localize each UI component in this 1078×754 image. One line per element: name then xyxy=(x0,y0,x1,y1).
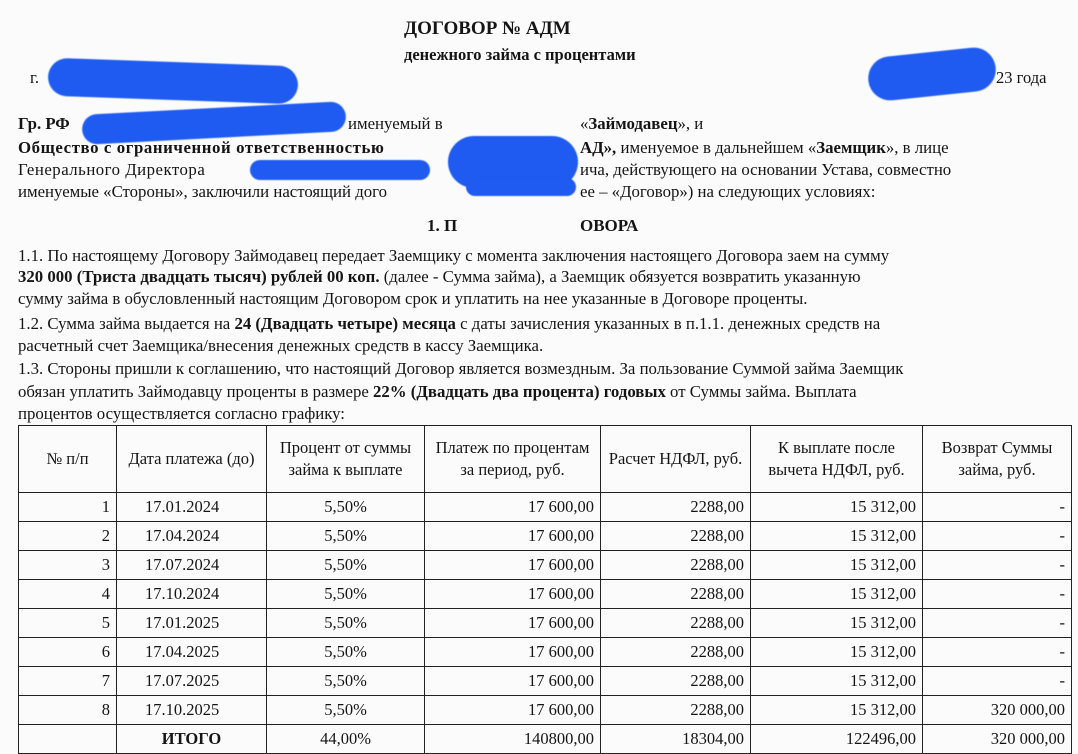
percent-cell: 5,50% xyxy=(267,696,425,725)
principal-return-cell: 320 000,00 xyxy=(923,696,1072,725)
interest-payment-cell: 17 600,00 xyxy=(425,551,601,580)
row-number-cell: 1 xyxy=(19,493,117,522)
interest-payment-cell: 17 600,00 xyxy=(425,696,601,725)
table-total-row xyxy=(19,725,1072,754)
tax-cell: 2288,00 xyxy=(601,522,751,551)
table-header-row xyxy=(19,426,1072,493)
clause-1-3-line-1: 1.3. Стороны пришли к соглашению, что настоящий Договор является возмездным. За пользование Суммой займа Заемщик xyxy=(18,359,904,378)
principal-return-cell: - xyxy=(923,551,1072,580)
header-principal-return: Возврат Суммы займа, руб. xyxy=(923,426,1072,493)
row-number-cell: 6 xyxy=(19,638,117,667)
net-payment-cell: 15 312,00 xyxy=(751,609,923,638)
lender-named-text: именуемый в xyxy=(348,114,443,133)
net-payment-cell: 15 312,00 xyxy=(751,696,923,725)
redaction-director-name xyxy=(250,160,430,180)
header-number: № п/п xyxy=(19,426,117,493)
payment-schedule-table xyxy=(18,425,1072,754)
total-row-number-cell xyxy=(19,725,117,754)
net-payment-cell: 15 312,00 xyxy=(751,522,923,551)
net-payment-cell: 15 312,00 xyxy=(751,551,923,580)
total-payment-date-cell: ИТОГО xyxy=(117,725,267,754)
clause-1-2-line-2: расчетный счет Заемщика/внесения денежных средств в кассу Заемщика. xyxy=(18,336,544,355)
table-row xyxy=(19,609,1072,638)
total-interest-payment-cell: 140800,00 xyxy=(425,725,601,754)
header-percent: Процент от суммы займа к выплате xyxy=(267,426,425,493)
principal-return-cell: - xyxy=(923,667,1072,696)
redaction-date xyxy=(866,45,998,102)
tax-cell: 2288,00 xyxy=(601,696,751,725)
clause-1-1-line-1: 1.1. По настоящему Договору Займодавец передает Заемщику с момента заключения настоящего Договора заем на сумму xyxy=(18,246,890,265)
total-principal-return-cell: 320 000,00 xyxy=(923,725,1072,754)
tax-cell: 2288,00 xyxy=(601,493,751,522)
table-row xyxy=(19,696,1072,725)
contract-date: 23 года xyxy=(996,68,1047,87)
director-basis: ича, действующего на основании Устава, совместно xyxy=(580,160,952,179)
total-percent-cell: 44,00% xyxy=(267,725,425,754)
principal-return-cell: - xyxy=(923,638,1072,667)
section-heading-right: ОВОРА xyxy=(580,216,639,235)
redaction-contract-ref xyxy=(466,178,576,196)
borrower-role: АД», именуемое в дальнейшем «Заемщик», в лице xyxy=(580,138,949,157)
row-number-cell: 2 xyxy=(19,522,117,551)
lender-label: Гр. РФ xyxy=(18,114,70,133)
table-body xyxy=(19,493,1072,754)
header-net-payment: К выплате после вычета НДФЛ, руб. xyxy=(751,426,923,493)
director-label: Генерального Директора xyxy=(18,160,206,179)
net-payment-cell: 15 312,00 xyxy=(751,580,923,609)
tax-cell: 2288,00 xyxy=(601,580,751,609)
row-number-cell: 8 xyxy=(19,696,117,725)
document-subtitle: денежного займа с процентами xyxy=(404,45,636,64)
percent-cell: 5,50% xyxy=(267,493,425,522)
redaction-city xyxy=(47,58,298,105)
principal-return-cell: - xyxy=(923,493,1072,522)
payment-date-cell: 17.10.2024 xyxy=(117,580,267,609)
row-number-cell: 3 xyxy=(19,551,117,580)
section-heading-left: 1. П xyxy=(427,216,458,235)
header-interest-payment: Платеж по процентам за период, руб. xyxy=(425,426,601,493)
parties-agreement-a: именуемые «Стороны», заключили настоящий дого xyxy=(18,182,387,201)
table-row xyxy=(19,638,1072,667)
borrower-label: Общество с ограниченной ответственностью xyxy=(18,138,385,157)
total-net-payment-cell: 122496,00 xyxy=(751,725,923,754)
table-row xyxy=(19,522,1072,551)
interest-payment-cell: 17 600,00 xyxy=(425,522,601,551)
tax-cell: 2288,00 xyxy=(601,667,751,696)
payment-date-cell: 17.04.2024 xyxy=(117,522,267,551)
tax-cell: 2288,00 xyxy=(601,638,751,667)
interest-payment-cell: 17 600,00 xyxy=(425,580,601,609)
percent-cell: 5,50% xyxy=(267,638,425,667)
payment-date-cell: 17.01.2024 xyxy=(117,493,267,522)
payment-date-cell: 17.04.2025 xyxy=(117,638,267,667)
payment-date-cell: 17.07.2024 xyxy=(117,551,267,580)
percent-cell: 5,50% xyxy=(267,580,425,609)
percent-cell: 5,50% xyxy=(267,667,425,696)
payment-date-cell: 17.07.2025 xyxy=(117,667,267,696)
clause-1-1-line-3: сумму займа в обусловленный настоящим Договором срок и уплатить на нее указанные в Договоре проценты. xyxy=(18,289,808,308)
percent-cell: 5,50% xyxy=(267,551,425,580)
interest-payment-cell: 17 600,00 xyxy=(425,493,601,522)
table-row xyxy=(19,667,1072,696)
row-number-cell: 5 xyxy=(19,609,117,638)
header-tax: Расчет НДФЛ, руб. xyxy=(601,426,751,493)
percent-cell: 5,50% xyxy=(267,609,425,638)
document-title: ДОГОВОР № АДМ xyxy=(404,18,571,39)
clause-1-1-line-2: 320 000 (Триста двадцать тысяч) рублей 00 коп. (далее - Сумма займа), а Заемщик обязуется возвратить указанную xyxy=(18,267,861,286)
tax-cell: 2288,00 xyxy=(601,551,751,580)
principal-return-cell: - xyxy=(923,522,1072,551)
lender-role: «Займодавец», и xyxy=(580,114,704,133)
header-payment-date: Дата платежа (до) xyxy=(117,426,267,493)
net-payment-cell: 15 312,00 xyxy=(751,667,923,696)
total-tax-cell: 18304,00 xyxy=(601,725,751,754)
clause-1-2-line-1: 1.2. Сумма займа выдается на 24 (Двадцать четыре) месяца с даты зачисления указанных в п.1.1. денежных средств на xyxy=(18,314,881,333)
payment-date-cell: 17.01.2025 xyxy=(117,609,267,638)
tax-cell: 2288,00 xyxy=(601,609,751,638)
net-payment-cell: 15 312,00 xyxy=(751,493,923,522)
row-number-cell: 7 xyxy=(19,667,117,696)
interest-payment-cell: 17 600,00 xyxy=(425,638,601,667)
percent-cell: 5,50% xyxy=(267,522,425,551)
table-row xyxy=(19,493,1072,522)
row-number-cell: 4 xyxy=(19,580,117,609)
table-row xyxy=(19,580,1072,609)
principal-return-cell: - xyxy=(923,580,1072,609)
parties-agreement-b: ее – «Договор») на следующих условиях: xyxy=(580,182,876,201)
city-prefix: г. xyxy=(30,68,40,87)
clause-1-3-line-3: процентов осуществляется согласно графику: xyxy=(18,404,345,423)
clause-1-3-line-2: обязан уплатить Займодавцу проценты в размере 22% (Двадцать два процента) годовых от Суммы займа. Выплата xyxy=(18,382,857,401)
payment-date-cell: 17.10.2025 xyxy=(117,696,267,725)
interest-payment-cell: 17 600,00 xyxy=(425,667,601,696)
interest-payment-cell: 17 600,00 xyxy=(425,609,601,638)
net-payment-cell: 15 312,00 xyxy=(751,638,923,667)
principal-return-cell: - xyxy=(923,609,1072,638)
table-row xyxy=(19,551,1072,580)
